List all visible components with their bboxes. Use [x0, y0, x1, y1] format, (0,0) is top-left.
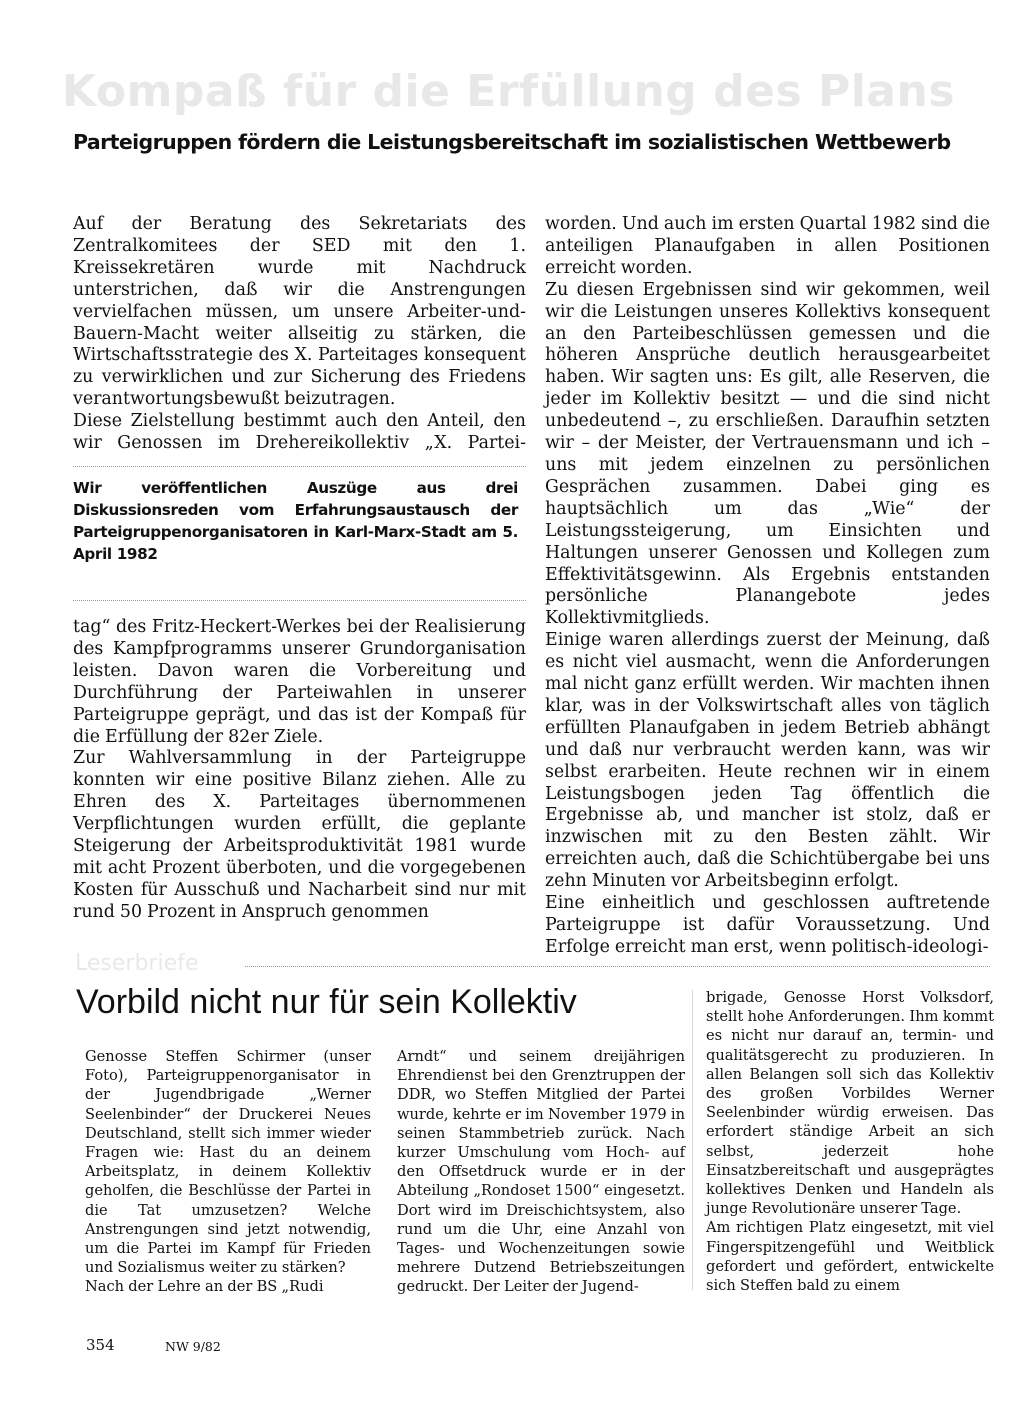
paragraph: Zur Wahlversammlung in der Parteigruppe konnten wir eine positive Bilanz ziehen. Alle zu Ehren des X. Parteitages übernommenen Verpflichtungen wurden erfüllt, die geplante Steigerung der Arbeitsproduktivität 1981 wurde mit acht Prozent überboten, und die vorgegebenen Kosten für Ausschuß und Nacharbeit sind nur mit rund 50 Prozent in Anspruch genommen	[73, 748, 526, 922]
section-label: Leserbriefe	[75, 951, 199, 976]
column-divider	[692, 990, 693, 1290]
article-subtitle: Parteigruppen fördern die Leistungsbereitschaft im sozialistischen Wettbewerb	[73, 130, 951, 154]
paragraph: Arndt“ und seinem dreijährigen Ehrendienst bei den Grenztruppen der DDR, wo Steffen Mitglied der Partei wurde, kehrte er im November 1979 in seinen Stammbetrieb zurück. Nach kurzer Umschulung vom Hoch- auf den Offsetdruck wurde er in der Abteilung „Rondoset 1500“ eingesetzt. Dort wird im Dreischichtsystem, also rund um die Uhr, eine Anzahl von Tages- und Wochenzeitungen sowie mehrere Dutzend Betriebszeitungen gedruckt. Der Leiter der Jugend-	[397, 1048, 685, 1296]
paragraph: worden. Und auch im ersten Quartal 1982 sind die anteiligen Planaufgaben in allen Positionen erreicht worden.	[545, 214, 990, 278]
editorial-note: Wir veröffentlichen Auszüge aus drei Diskussionsreden vom Erfahrungsaustausch der Parteigruppenorganisatoren in Karl-Marx-Stadt am 5. April 1982	[73, 479, 518, 563]
paragraph: tag“ des Fritz-Heckert-Werkes bei der Realisierung des Kampfprogramms unserer Grundorganisation leisten. Davon waren die Vorbereitung und Durchführung der Parteiwahlen in unserer Parteigruppe geprägt, und das ist der Kompaß für die Erfüllung der 82er Ziele.	[73, 617, 526, 747]
article-column-1-top	[73, 214, 526, 455]
paragraph: Eine einheitlich und geschlossen auftretende Parteigruppe ist dafür Voraussetzung. Und Erfolge erreicht man erst, wenn politisch-ideologi-	[545, 893, 990, 957]
paragraph: Diese Zielstellung bestimmt auch den Anteil, den wir Genossen im Drehereikollektiv „X. Partei-	[73, 411, 526, 454]
letter-headline: Vorbild nicht nur für sein Kollektiv	[76, 983, 577, 1021]
paragraph: Nach der Lehre an der BS „Rudi	[85, 1278, 324, 1296]
paragraph: Genosse Steffen Schirmer (unser Foto), Parteigruppenorganisator in der Jugendbrigade „Werner Seelenbinder“ der Druckerei Neues Deutschland, stellt sich immer wieder Fragen wie: Hast du an deinem Arbeitsplatz, in deinem Kollektiv geholfen, die Beschlüsse der Partei in die Tat umzusetzen? Welche Anstrengungen sind jetzt notwendig, um die Partei im Kampf für Frieden und Sozialismus weiter zu stärken?	[85, 1048, 371, 1277]
article-column-1-bottom	[73, 617, 526, 924]
paragraph: Am richtigen Platz eingesetzt, mit viel Fingerspitzengefühl und Weitblick gefordert und gefördert, entwickelte sich Steffen bald zu einem	[706, 1219, 994, 1295]
page-number: 354	[86, 1336, 115, 1354]
section-rule	[245, 966, 990, 967]
paragraph: Einige waren allerdings zuerst der Meinung, daß es nicht viel ausmacht, wenn die Anforderungen mal nicht ganz erfüllt werden. Wir machten ihnen klar, was in der Volkswirtschaft alles von täglich erfüllten Planaufgaben in jedem Betrieb abhängt und daß nur verbraucht werden kann, was wir selbst erarbeiten. Heute rechnen wir in einem Leistungsbogen jeden Tag öffentlich die Ergebnisse ab, und mancher ist stolz, daß er inzwischen mit zu den Besten zählt. Wir erreichten auch, daß die Schichtübergabe bei uns zehn Minuten vor Arbeitsbeginn erfolgt.	[545, 630, 990, 892]
letter-column-b	[397, 1047, 685, 1297]
paragraph: Auf der Beratung des Sekretariats des Zentralkomitees der SED mit den 1. Kreissekretären wurde mit Nachdruck unterstrichen, daß wir die Anstrengungen vervielfachen müssen, um unsere Arbeiter-und-Bauern-Macht weiter allseitig zu stärken, die Wirtschaftsstrategie des X. Parteitages konsequent zu verwirklichen und zur Sicherung des Friedens verantwortungsbewußt beizutragen.	[73, 214, 526, 410]
separator-top	[73, 466, 526, 467]
paragraph: brigade, Genosse Horst Volksdorf, stellt hohe Anforderungen. Ihm kommt es nicht nur darauf an, termin- und qualitätsgerecht zu produzieren. In allen Belangen soll sich das Kollektiv des großen Vorbildes Werner Seelenbinder würdig erweisen. Das erfordert ständige Arbeit an sich selbst, jederzeit hohe Einsatzbereitschaft und ausgeprägtes kollektives Denken und Handeln als junge Revolutionäre unserer Tage.	[706, 989, 994, 1218]
issue-label: NW 9/82	[165, 1339, 221, 1354]
separator-bottom	[73, 600, 526, 601]
letter-column-c	[706, 988, 994, 1295]
kicker-title: Kompaß für die Erfüllung des Plans	[62, 66, 956, 117]
paragraph: Zu diesen Ergebnissen sind wir gekommen, weil wir die Leistungen unseres Kollektivs konsequent an den Parteibeschlüssen gemessen und die höheren Ansprüche deutlich herausgearbeitet haben. Wir sagten uns: Es gilt, alle Reserven, die jeder im Kollektiv besitzt — und die sind nicht unbedeutend –, zu erschließen. Daraufhin setzten wir – der Meister, der Vertrauensmann und ich – uns mit jedem einzelnen zu persönlichen Gesprächen zusammen. Dabei ging es hauptsächlich um das „Wie“ der Leistungssteigerung, um Einsichten und Haltungen unserer Genossen und Kollegen zum Effektivitätsgewinn. Als Ergebnis entstanden persönliche Planangebote jedes Kollektivmitglieds.	[545, 279, 990, 629]
letter-column-a	[85, 1047, 371, 1297]
article-column-2	[545, 214, 990, 959]
